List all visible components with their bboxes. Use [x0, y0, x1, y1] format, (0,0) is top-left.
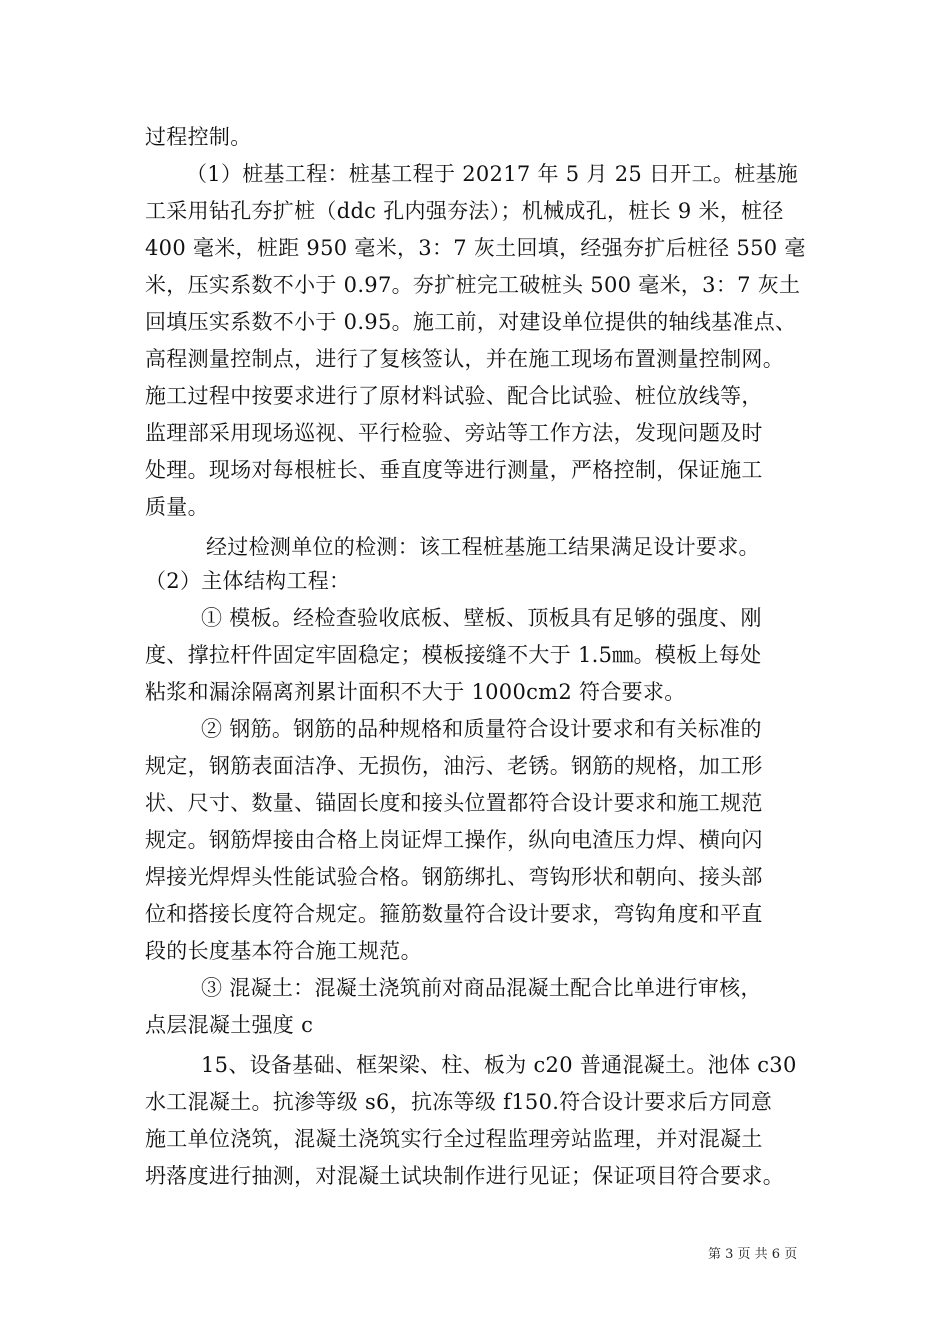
text-line: 回填压实系数不小于 0.95。施工前，对建设单位提供的轴线基准点、 [145, 310, 797, 334]
text-line: 工采用钻孔夯扩桩（ddc 孔内强夯法）；机械成孔，桩长 9 米，桩径 [145, 199, 784, 223]
text-line: 段的长度基本符合施工规范。 [145, 939, 422, 963]
page-number: 第 3 页 共 6 页 [708, 1247, 798, 1262]
text-line: 点层混凝土强度 c [145, 1013, 314, 1037]
text-line: 状、尺寸、数量、锚固长度和接头位置都符合设计要求和施工规范 [145, 791, 763, 815]
text-line: 400 毫米，桩距 950 毫米，3：7 灰土回填，经强夯扩后桩径 550 毫 [145, 236, 806, 260]
text-line: 经过检测单位的检测：该工程桩基施工结果满足设计要求。 [206, 535, 760, 559]
text-line: （2）主体结构工程： [145, 569, 351, 593]
text-line: 位和搭接长度符合规定。箍筋数量符合设计要求，弯钩角度和平直 [145, 902, 763, 926]
text-line: 施工过程中按要求进行了原材料试验、配合比试验、桩位放线等， [145, 384, 763, 408]
text-line: 度、撑拉杆件固定牢固稳定；模板接缝不大于 1.5㎜。模板上每处 [145, 643, 762, 667]
text-line: 坍落度进行抽测，对混凝土试块制作进行见证；保证项目符合要求。 [145, 1164, 784, 1188]
text-line: 粘浆和漏涂隔离剂累计面积不大于 1000cm2 符合要求。 [145, 680, 686, 704]
text-line: 施工单位浇筑，混凝土浇筑实行全过程监理旁站监理，并对混凝土 [145, 1127, 763, 1151]
text-line: 高程测量控制点，进行了复核签认，并在施工现场布置测量控制网。 [145, 347, 784, 371]
text-line: ③ 混凝土：混凝土浇筑前对商品混凝土配合比单进行审核， [201, 976, 762, 1000]
text-line: ① 模板。经检查验收底板、壁板、顶板具有足够的强度、刚 [201, 606, 762, 630]
text-line: 15、设备基础、框架梁、柱、板为 c20 普通混凝土。池体 c30 [201, 1053, 797, 1077]
text-line: 监理部采用现场巡视、平行检验、旁站等工作方法，发现问题及时 [145, 421, 763, 445]
text-line: 水工混凝土。抗渗等级 s6，抗冻等级 f150.符合设计要求后方同意 [145, 1090, 773, 1114]
text-line: 过程控制。 [145, 125, 252, 149]
text-line: 质量。 [145, 495, 209, 519]
text-line: 规定。钢筋焊接由合格上岗证焊工操作，纵向电渣压力焊、横向闪 [145, 828, 763, 852]
text-line: ② 钢筋。钢筋的品种规格和质量符合设计要求和有关标准的 [201, 717, 762, 741]
text-line: 规定，钢筋表面洁净、无损伤，油污、老锈。钢筋的规格，加工形 [145, 754, 763, 778]
text-line: 处理。现场对每根桩长、垂直度等进行测量，严格控制，保证施工 [145, 458, 763, 482]
text-line: 焊接光焊焊头性能试验合格。钢筋绑扎、弯钩形状和朝向、接头部 [145, 865, 763, 889]
text-line: 米，压实系数不小于 0.97。夯扩桩完工破桩头 500 毫米，3：7 灰土 [145, 273, 801, 297]
text-line: （1）桩基工程：桩基工程于 20217 年 5 月 25 日开工。桩基施 [186, 162, 799, 186]
